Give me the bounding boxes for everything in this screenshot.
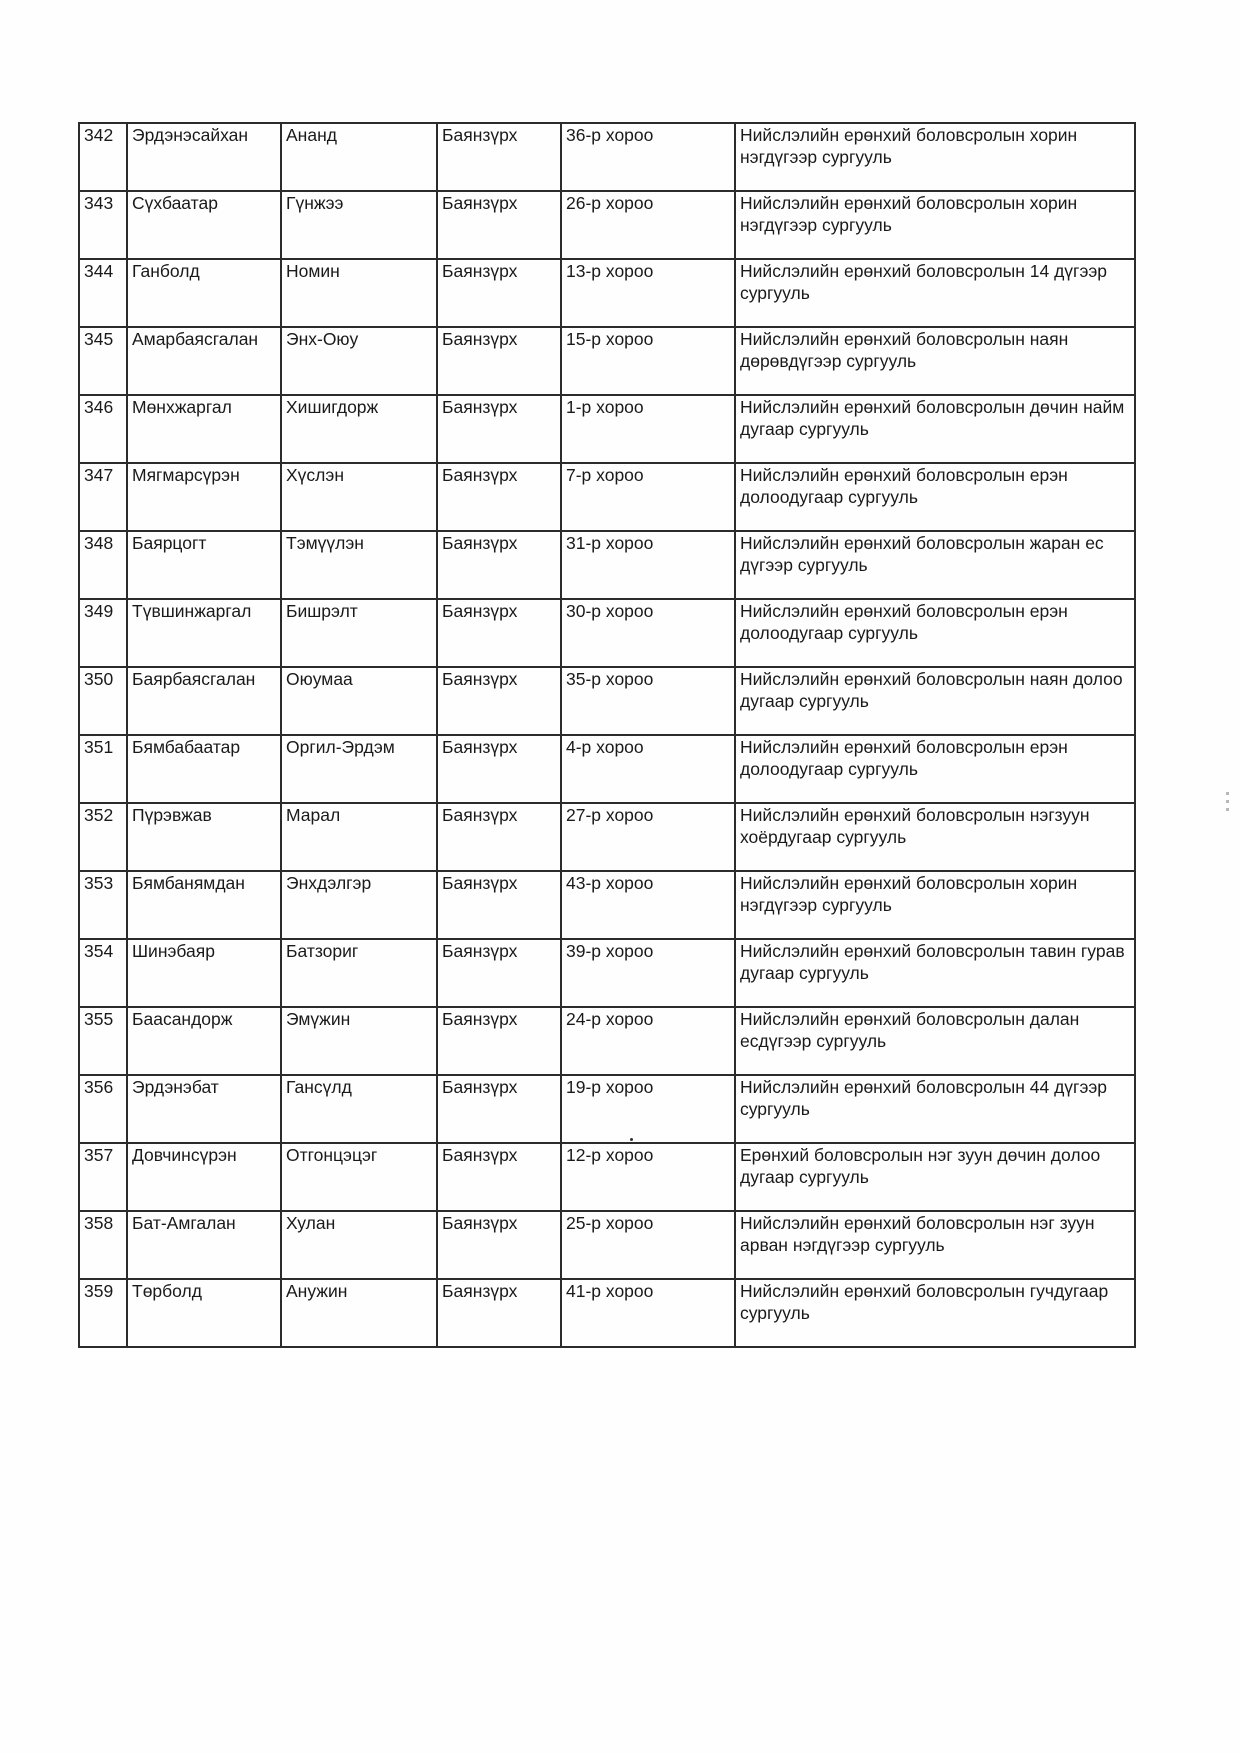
district-cell — [437, 395, 561, 463]
school-name: Нийслэлийн ерөнхий боловсролын наян дөрөвдүгээр сургууль — [740, 329, 1069, 371]
row-number: 343 — [84, 193, 114, 213]
table-row — [79, 463, 1135, 531]
row-number: 354 — [84, 941, 114, 961]
district: Баянзүрх — [442, 737, 518, 757]
surname-cell — [127, 803, 281, 871]
row-number: 358 — [84, 1213, 114, 1233]
surname-cell — [127, 871, 281, 939]
row-number-cell — [79, 327, 127, 395]
row-number-cell — [79, 123, 127, 191]
table-row — [79, 667, 1135, 735]
row-number: 350 — [84, 669, 114, 689]
surname: Бямбанямдан — [132, 873, 245, 893]
surname: Баярбаясгалан — [132, 669, 256, 689]
row-number: 353 — [84, 873, 114, 893]
school-name: Нийслэлийн ерөнхий боловсролын ерэн долоодугаар сургууль — [740, 465, 1068, 507]
given-name-cell — [281, 871, 437, 939]
district-cell — [437, 191, 561, 259]
district-cell — [437, 1143, 561, 1211]
district: Баянзүрх — [442, 805, 518, 825]
school-name: Нийслэлийн ерөнхий боловсролын далан есдүгээр сургууль — [740, 1009, 1080, 1051]
school-name: Нийслэлийн ерөнхий боловсролын тавин гурав дугаар сургууль — [740, 941, 1125, 983]
given-name-cell — [281, 599, 437, 667]
school-cell — [735, 395, 1135, 463]
school-name: Нийслэлийн ерөнхий боловсролын 14 дүгээр сургууль — [740, 261, 1108, 303]
given-name: Номин — [286, 261, 340, 281]
district: Баянзүрх — [442, 193, 518, 213]
district: Баянзүрх — [442, 1077, 518, 1097]
surname: Бямбабаатар — [132, 737, 241, 757]
khoroo: 12-р хороо — [566, 1145, 654, 1165]
khoroo: 15-р хороо — [566, 329, 654, 349]
given-name: Ананд — [286, 125, 337, 145]
surname: Мягмарсүрэн — [132, 465, 240, 485]
district: Баянзүрх — [442, 669, 518, 689]
scan-mark — [1226, 800, 1229, 803]
roster-body — [79, 123, 1135, 1347]
district: Баянзүрх — [442, 873, 518, 893]
given-name-cell — [281, 939, 437, 1007]
school-cell — [735, 1279, 1135, 1347]
table-row — [79, 939, 1135, 1007]
given-name-cell — [281, 1075, 437, 1143]
row-number-cell — [79, 1143, 127, 1211]
khoroo: 19-р хороо — [566, 1077, 654, 1097]
khoroo: 36-р хороо — [566, 125, 654, 145]
table-row — [79, 259, 1135, 327]
table-row — [79, 599, 1135, 667]
table-row — [79, 531, 1135, 599]
row-number-cell — [79, 1279, 127, 1347]
row-number-cell — [79, 395, 127, 463]
khoroo-cell — [561, 1075, 735, 1143]
district: Баянзүрх — [442, 465, 518, 485]
surname-cell — [127, 327, 281, 395]
table-row — [79, 395, 1135, 463]
row-number-cell — [79, 259, 127, 327]
surname: Баярцогт — [132, 533, 207, 553]
given-name-cell — [281, 803, 437, 871]
surname-cell — [127, 191, 281, 259]
row-number-cell — [79, 871, 127, 939]
given-name-cell — [281, 191, 437, 259]
khoroo: 35-р хороо — [566, 669, 654, 689]
district-cell — [437, 1007, 561, 1075]
district: Баянзүрх — [442, 397, 518, 417]
school-cell — [735, 871, 1135, 939]
khoroo-cell — [561, 1211, 735, 1279]
surname: Сүхбаатар — [132, 193, 218, 213]
given-name-cell — [281, 1143, 437, 1211]
row-number: 355 — [84, 1009, 114, 1029]
school-name: Нийслэлийн ерөнхий боловсролын нэг зуун арван нэгдүгээр сургууль — [740, 1213, 1095, 1255]
table-row — [79, 191, 1135, 259]
district: Баянзүрх — [442, 329, 518, 349]
scan-mark — [1226, 808, 1229, 811]
row-number: 342 — [84, 125, 114, 145]
khoroo-cell — [561, 463, 735, 531]
row-number-cell — [79, 463, 127, 531]
given-name: Хишигдорж — [286, 397, 379, 417]
row-number-cell — [79, 939, 127, 1007]
school-cell — [735, 1211, 1135, 1279]
khoroo-cell — [561, 1279, 735, 1347]
school-name: Нийслэлийн ерөнхий боловсролын хорин нэгдүгээр сургууль — [740, 193, 1078, 235]
given-name: Бишрэлт — [286, 601, 358, 621]
surname-cell — [127, 531, 281, 599]
given-name: Оюумаа — [286, 669, 353, 689]
school-name: Нийслэлийн ерөнхий боловсролын ерэн долоодугаар сургууль — [740, 601, 1068, 643]
given-name-cell — [281, 327, 437, 395]
school-cell — [735, 599, 1135, 667]
school-cell — [735, 735, 1135, 803]
scan-mark — [1226, 792, 1229, 795]
surname-cell — [127, 463, 281, 531]
district: Баянзүрх — [442, 533, 518, 553]
khoroo: 24-р хороо — [566, 1009, 654, 1029]
district: Баянзүрх — [442, 941, 518, 961]
row-number: 359 — [84, 1281, 114, 1301]
surname: Мөнхжаргал — [132, 397, 232, 417]
given-name-cell — [281, 463, 437, 531]
khoroo: 41-р хороо — [566, 1281, 654, 1301]
surname-cell — [127, 1007, 281, 1075]
given-name: Тэмүүлэн — [286, 533, 364, 553]
khoroo: 31-р хороо — [566, 533, 654, 553]
school-cell — [735, 327, 1135, 395]
given-name: Оргил-Эрдэм — [286, 737, 395, 757]
table-row — [79, 327, 1135, 395]
school-name: Нийслэлийн ерөнхий боловсролын нэгзуун хоёрдугаар сургууль — [740, 805, 1090, 847]
surname: Эрдэнэбат — [132, 1077, 219, 1097]
khoroo: 4-р хороо — [566, 737, 644, 757]
row-number: 345 — [84, 329, 114, 349]
district-cell — [437, 599, 561, 667]
district-cell — [437, 327, 561, 395]
table-row — [79, 1211, 1135, 1279]
school-name: Нийслэлийн ерөнхий боловсролын дөчин найм дугаар сургууль — [740, 397, 1125, 439]
surname-cell — [127, 1075, 281, 1143]
row-number-cell — [79, 191, 127, 259]
district-cell — [437, 939, 561, 1007]
khoroo-cell — [561, 939, 735, 1007]
row-number: 344 — [84, 261, 114, 281]
district-cell — [437, 463, 561, 531]
row-number-cell — [79, 1007, 127, 1075]
given-name-cell — [281, 395, 437, 463]
row-number-cell — [79, 531, 127, 599]
table-row — [79, 871, 1135, 939]
given-name: Хулан — [286, 1213, 336, 1233]
table-row — [79, 735, 1135, 803]
surname: Түвшинжаргал — [132, 601, 252, 621]
surname-cell — [127, 939, 281, 1007]
khoroo-cell — [561, 599, 735, 667]
school-cell — [735, 939, 1135, 1007]
given-name: Анужин — [286, 1281, 348, 1301]
given-name: Отгонцэцэг — [286, 1145, 378, 1165]
school-name: Нийслэлийн ерөнхий боловсролын 44 дүгээр сургууль — [740, 1077, 1108, 1119]
given-name: Гансүлд — [286, 1077, 352, 1097]
surname-cell — [127, 1279, 281, 1347]
khoroo-cell — [561, 531, 735, 599]
given-name-cell — [281, 1211, 437, 1279]
school-cell — [735, 1075, 1135, 1143]
school-name: Ерөнхий боловсролын нэг зуун дөчин долоо дугаар сургууль — [740, 1145, 1101, 1187]
row-number: 347 — [84, 465, 114, 485]
district-cell — [437, 871, 561, 939]
row-number-cell — [79, 1211, 127, 1279]
school-cell — [735, 1143, 1135, 1211]
row-number: 348 — [84, 533, 114, 553]
given-name-cell — [281, 735, 437, 803]
surname: Төрболд — [132, 1281, 202, 1301]
khoroo: 30-р хороо — [566, 601, 654, 621]
school-name: Нийслэлийн ерөнхий боловсролын ерэн долоодугаар сургууль — [740, 737, 1068, 779]
surname-cell — [127, 599, 281, 667]
row-number: 352 — [84, 805, 114, 825]
khoroo: 26-р хороо — [566, 193, 654, 213]
given-name: Хүслэн — [286, 465, 344, 485]
district: Баянзүрх — [442, 1281, 518, 1301]
given-name: Батзориг — [286, 941, 359, 961]
school-cell — [735, 191, 1135, 259]
district: Баянзүрх — [442, 1213, 518, 1233]
khoroo-cell — [561, 327, 735, 395]
table-row — [79, 1143, 1135, 1211]
district-cell — [437, 1211, 561, 1279]
district: Баянзүрх — [442, 125, 518, 145]
khoroo-cell — [561, 259, 735, 327]
district-cell — [437, 1279, 561, 1347]
school-name: Нийслэлийн ерөнхий боловсролын наян долоо дугаар сургууль — [740, 669, 1123, 711]
school-name: Нийслэлийн ерөнхий боловсролын хорин нэгдүгээр сургууль — [740, 125, 1078, 167]
row-number-cell — [79, 667, 127, 735]
surname-cell — [127, 735, 281, 803]
district: Баянзүрх — [442, 1145, 518, 1165]
surname: Бат-Амгалан — [132, 1213, 236, 1233]
table-row — [79, 1007, 1135, 1075]
row-number: 349 — [84, 601, 114, 621]
school-name: Нийслэлийн ерөнхий боловсролын гучдугаар сургууль — [740, 1281, 1109, 1323]
surname: Эрдэнэсайхан — [132, 125, 249, 145]
khoroo-cell — [561, 123, 735, 191]
surname: Пүрэвжав — [132, 805, 212, 825]
khoroo: 43-р хороо — [566, 873, 654, 893]
given-name: Эмүжин — [286, 1009, 351, 1029]
surname-cell — [127, 667, 281, 735]
khoroo: 13-р хороо — [566, 261, 654, 281]
khoroo-cell — [561, 871, 735, 939]
district-cell — [437, 531, 561, 599]
row-number-cell — [79, 803, 127, 871]
khoroo: 25-р хороо — [566, 1213, 654, 1233]
row-number-cell — [79, 735, 127, 803]
surname: Ганболд — [132, 261, 200, 281]
given-name: Гүнжээ — [286, 193, 344, 213]
district-cell — [437, 1075, 561, 1143]
khoroo: 1-р хороо — [566, 397, 644, 417]
row-number: 357 — [84, 1145, 114, 1165]
given-name-cell — [281, 667, 437, 735]
given-name: Энхдэлгэр — [286, 873, 372, 893]
row-number-cell — [79, 1075, 127, 1143]
given-name-cell — [281, 531, 437, 599]
given-name-cell — [281, 1279, 437, 1347]
surname: Амарбаясгалан — [132, 329, 259, 349]
school-cell — [735, 123, 1135, 191]
surname: Довчинсүрэн — [132, 1145, 237, 1165]
khoroo-cell — [561, 191, 735, 259]
school-cell — [735, 463, 1135, 531]
table-row — [79, 1075, 1135, 1143]
row-number: 346 — [84, 397, 114, 417]
table-row — [79, 803, 1135, 871]
table-row — [79, 1279, 1135, 1347]
district: Баянзүрх — [442, 601, 518, 621]
given-name-cell — [281, 123, 437, 191]
khoroo-cell — [561, 395, 735, 463]
student-roster-table — [78, 122, 1136, 1348]
district-cell — [437, 123, 561, 191]
scan-speck — [630, 1138, 633, 1141]
given-name-cell — [281, 259, 437, 327]
given-name-cell — [281, 1007, 437, 1075]
khoroo-cell — [561, 735, 735, 803]
district-cell — [437, 667, 561, 735]
surname-cell — [127, 1211, 281, 1279]
school-name: Нийслэлийн ерөнхий боловсролын хорин нэгдүгээр сургууль — [740, 873, 1078, 915]
school-cell — [735, 259, 1135, 327]
district: Баянзүрх — [442, 1009, 518, 1029]
district: Баянзүрх — [442, 261, 518, 281]
surname-cell — [127, 123, 281, 191]
school-cell — [735, 531, 1135, 599]
row-number-cell — [79, 599, 127, 667]
khoroo-cell — [561, 1007, 735, 1075]
surname: Баасандорж — [132, 1009, 233, 1029]
district-cell — [437, 803, 561, 871]
school-name: Нийслэлийн ерөнхий боловсролын жаран ес дүгээр сургууль — [740, 533, 1104, 575]
surname-cell — [127, 1143, 281, 1211]
school-cell — [735, 667, 1135, 735]
school-cell — [735, 1007, 1135, 1075]
khoroo: 7-р хороо — [566, 465, 644, 485]
khoroo-cell — [561, 1143, 735, 1211]
khoroo-cell — [561, 803, 735, 871]
khoroo: 27-р хороо — [566, 805, 654, 825]
surname-cell — [127, 259, 281, 327]
khoroo: 39-р хороо — [566, 941, 654, 961]
scan-edge-marks — [1226, 792, 1230, 822]
given-name: Марал — [286, 805, 341, 825]
given-name: Энх-Оюу — [286, 329, 359, 349]
surname-cell — [127, 395, 281, 463]
row-number: 351 — [84, 737, 114, 757]
district-cell — [437, 259, 561, 327]
khoroo-cell — [561, 667, 735, 735]
table-row — [79, 123, 1135, 191]
surname: Шинэбаяр — [132, 941, 215, 961]
row-number: 356 — [84, 1077, 114, 1097]
district-cell — [437, 735, 561, 803]
school-cell — [735, 803, 1135, 871]
